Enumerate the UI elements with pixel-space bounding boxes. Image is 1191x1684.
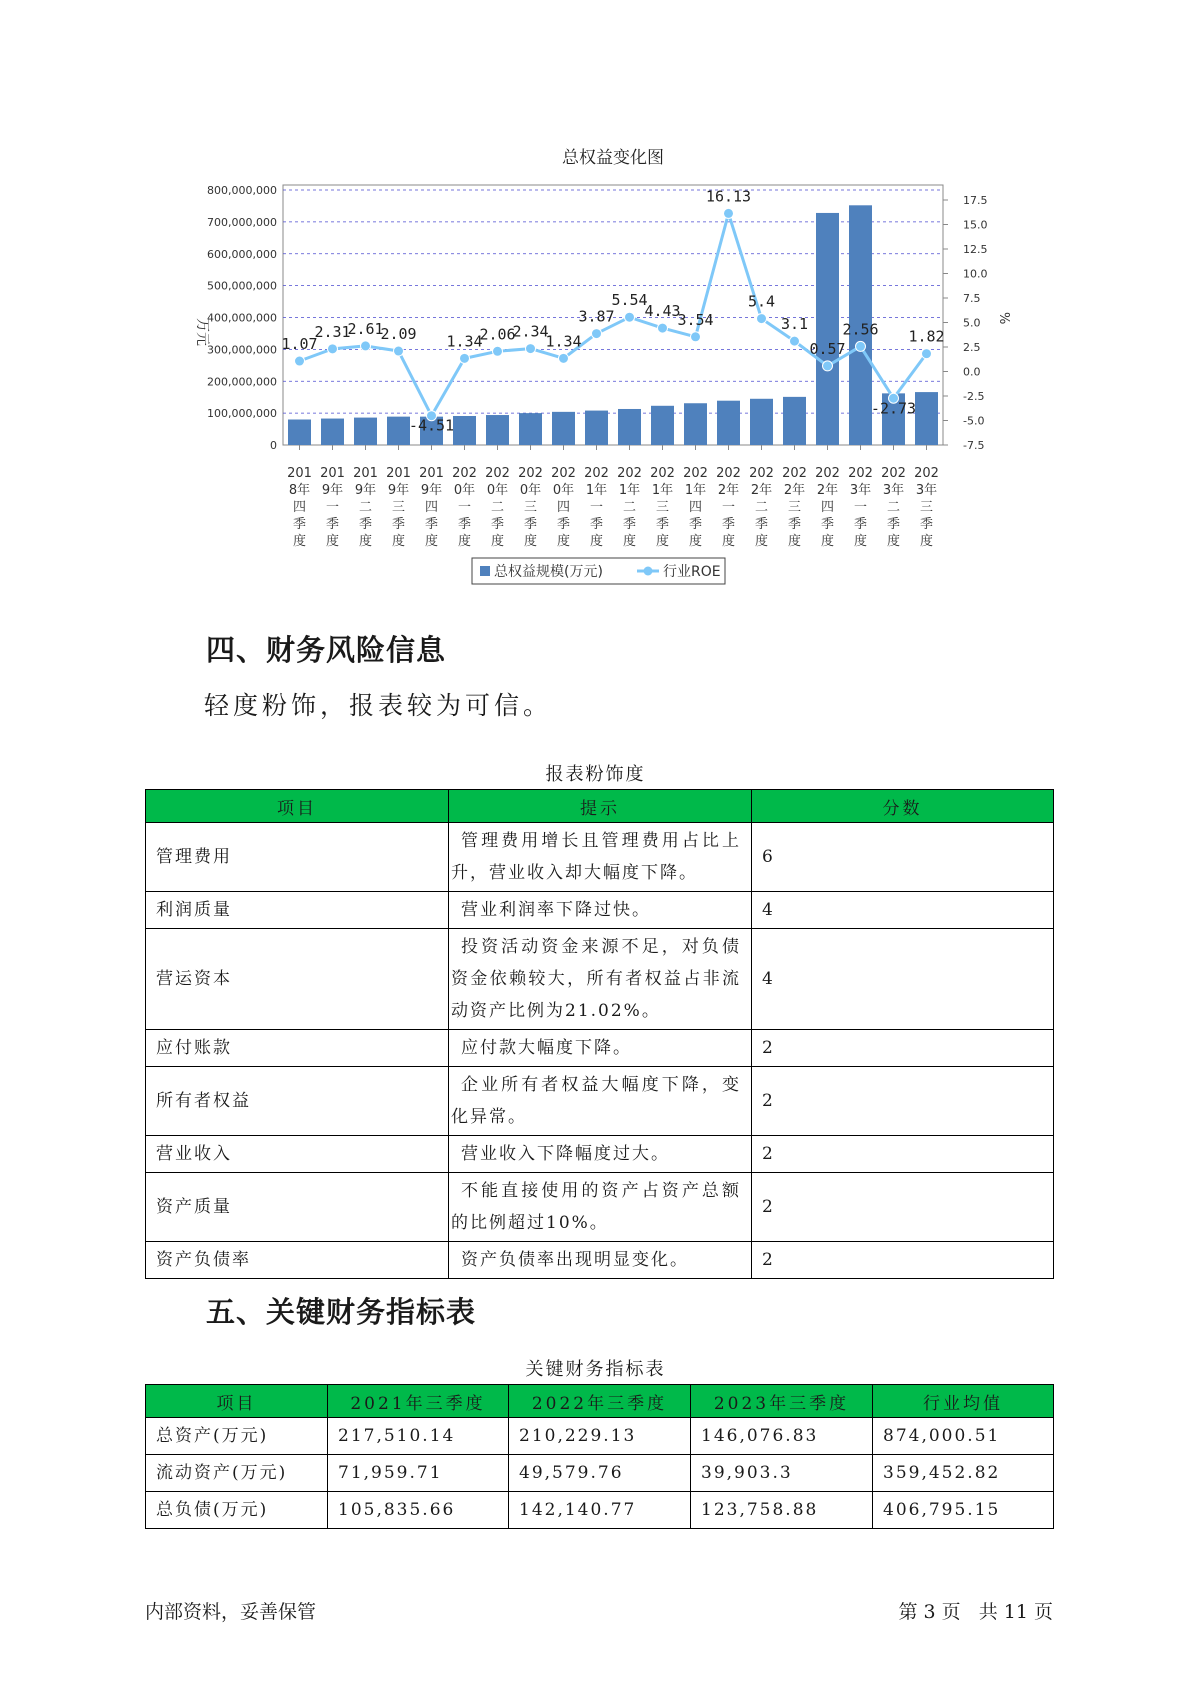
x-tick-label: 度 bbox=[919, 534, 934, 549]
x-tick-label: 季 bbox=[490, 517, 505, 532]
x-tick-label: 度 bbox=[391, 534, 406, 549]
x-tick-label: 202 bbox=[848, 466, 873, 481]
risk-hint-cell: 管理费用增长且管理费用占比上升，营业收入却大幅度下降。 bbox=[449, 823, 752, 892]
risk-table-row bbox=[146, 1067, 1054, 1136]
x-tick-label: 202 bbox=[584, 466, 609, 481]
roe-data-label: 2.34 bbox=[512, 322, 549, 341]
finance-item-cell: 流动资产(万元) bbox=[146, 1455, 328, 1492]
finance-value-cell: 359,452.82 bbox=[873, 1455, 1054, 1492]
x-tick-label: 季 bbox=[754, 517, 769, 532]
finance-table bbox=[145, 1384, 1054, 1529]
x-tick-label: 2年 bbox=[717, 483, 740, 498]
roe-point bbox=[295, 356, 305, 366]
y-left-tick-label: 600,000,000 bbox=[207, 247, 277, 261]
roe-point bbox=[460, 353, 470, 363]
x-tick-label: 度 bbox=[589, 534, 604, 549]
y-left-tick-label: 800,000,000 bbox=[207, 184, 277, 197]
roe-data-label: 2.06 bbox=[479, 325, 516, 344]
x-tick-label: 0年 bbox=[552, 483, 575, 498]
y-right-tick-label: 7.5 bbox=[963, 292, 981, 305]
x-tick-label: 四 bbox=[556, 500, 571, 515]
finance-item-cell: 总资产(万元) bbox=[146, 1418, 328, 1455]
x-tick-label: 度 bbox=[523, 534, 538, 549]
x-tick-label: 季 bbox=[721, 517, 736, 532]
risk-score-cell: 2 bbox=[752, 1242, 1054, 1279]
roe-data-label: 1.07 bbox=[281, 335, 318, 354]
roe-data-label: 3.1 bbox=[780, 315, 809, 334]
roe-point bbox=[493, 346, 503, 356]
finance-table-row bbox=[146, 1418, 1054, 1455]
bar bbox=[288, 420, 311, 446]
x-tick-label: 三 bbox=[919, 500, 934, 515]
y-right-tick-label: 15.0 bbox=[963, 218, 988, 232]
x-tick-label: 度 bbox=[622, 534, 637, 549]
x-tick-label: 202 bbox=[716, 466, 741, 481]
x-tick-label: 202 bbox=[617, 466, 642, 481]
x-tick-label: 度 bbox=[820, 534, 835, 549]
risk-table-header bbox=[146, 790, 1054, 823]
bar bbox=[717, 401, 740, 445]
y-right-tick-label: 12.5 bbox=[963, 243, 988, 256]
x-tick-label: 二 bbox=[886, 500, 901, 515]
roe-point bbox=[856, 341, 866, 351]
x-tick-label: 202 bbox=[485, 466, 510, 481]
x-tick-label: 202 bbox=[650, 466, 675, 481]
roe-data-label: 5.54 bbox=[611, 291, 648, 310]
roe-point bbox=[922, 349, 932, 359]
roe-data-label: 4.43 bbox=[644, 302, 681, 321]
risk-item-cell: 营业收入 bbox=[146, 1136, 449, 1173]
roe-data-label: 2.61 bbox=[347, 319, 384, 338]
roe-point bbox=[526, 344, 536, 354]
x-tick-label: 202 bbox=[518, 466, 543, 481]
risk-item-cell: 利润质量 bbox=[146, 892, 449, 929]
risk-table-row bbox=[146, 1173, 1054, 1242]
x-tick-label: 一 bbox=[325, 500, 340, 515]
risk-table-row bbox=[146, 823, 1054, 892]
x-tick-label: 三 bbox=[523, 500, 538, 515]
x-tick-label: 202 bbox=[815, 466, 840, 481]
risk-header-score: 分数 bbox=[752, 790, 1054, 823]
x-tick-label: 四 bbox=[688, 500, 703, 515]
risk-score-cell: 2 bbox=[752, 1136, 1054, 1173]
bar bbox=[783, 397, 806, 445]
x-tick-label: 0年 bbox=[486, 483, 509, 498]
x-tick-label: 1年 bbox=[618, 483, 641, 498]
bar bbox=[618, 409, 641, 445]
y-left-axis-title: 万元 bbox=[194, 318, 210, 346]
x-tick-label: 度 bbox=[325, 534, 340, 549]
x-tick-label: 四 bbox=[820, 500, 835, 515]
finance-item-cell: 总负债(万元) bbox=[146, 1492, 328, 1529]
risk-item-cell: 营运资本 bbox=[146, 929, 449, 1030]
bar bbox=[519, 413, 542, 445]
y-left-tick-label: 400,000,000 bbox=[207, 311, 277, 325]
y-right-tick-label: 17.5 bbox=[963, 194, 988, 207]
x-tick-label: 二 bbox=[754, 500, 769, 515]
roe-point bbox=[757, 314, 767, 324]
risk-table bbox=[145, 789, 1054, 1279]
risk-hint-cell: 应付款大幅度下降。 bbox=[449, 1030, 752, 1067]
x-tick-label: 2年 bbox=[816, 483, 839, 498]
x-tick-label: 四 bbox=[292, 500, 307, 515]
x-tick-label: 度 bbox=[457, 534, 472, 549]
x-tick-label: 度 bbox=[358, 534, 373, 549]
risk-hint-cell: 投资活动资金来源不足，对负债资金依赖较大，所有者权益占非流动资产比例为21.02%。 bbox=[449, 929, 752, 1030]
bar bbox=[585, 411, 608, 445]
x-tick-label: 季 bbox=[424, 517, 439, 532]
finance-header-2021q3: 2021年三季度 bbox=[328, 1385, 509, 1418]
finance-value-cell: 71,959.71 bbox=[328, 1455, 509, 1492]
x-tick-label: 季 bbox=[292, 517, 307, 532]
finance-value-cell: 39,903.3 bbox=[691, 1455, 873, 1492]
bar bbox=[750, 399, 773, 445]
bar bbox=[453, 416, 476, 445]
x-tick-label: 度 bbox=[490, 534, 505, 549]
x-tick-label: 季 bbox=[589, 517, 604, 532]
x-tick-label: 0年 bbox=[453, 483, 476, 498]
x-tick-label: 度 bbox=[292, 534, 307, 549]
finance-value-cell: 49,579.76 bbox=[509, 1455, 691, 1492]
risk-header-hint: 提示 bbox=[449, 790, 752, 823]
risk-hint-cell: 企业所有者权益大幅度下降，变化异常。 bbox=[449, 1067, 752, 1136]
risk-header-item: 项目 bbox=[146, 790, 449, 823]
y-left-tick-label: 100,000,000 bbox=[207, 407, 277, 421]
roe-point bbox=[658, 323, 668, 333]
x-tick-label: 度 bbox=[556, 534, 571, 549]
x-tick-label: 度 bbox=[754, 534, 769, 549]
roe-point bbox=[328, 344, 338, 354]
bar bbox=[486, 415, 509, 445]
roe-data-label: -2.73 bbox=[870, 399, 917, 418]
finance-value-cell: 105,835.66 bbox=[328, 1492, 509, 1529]
roe-point bbox=[361, 341, 371, 351]
bar bbox=[816, 213, 839, 445]
bar bbox=[354, 418, 377, 445]
risk-item-cell: 所有者权益 bbox=[146, 1067, 449, 1136]
x-tick-label: 202 bbox=[914, 466, 939, 481]
finance-table-header bbox=[146, 1385, 1054, 1418]
x-tick-label: 季 bbox=[622, 517, 637, 532]
risk-item-cell: 应付账款 bbox=[146, 1030, 449, 1067]
x-tick-label: 201 bbox=[287, 466, 312, 481]
x-tick-label: 202 bbox=[881, 466, 906, 481]
y-right-tick-label: 2.5 bbox=[963, 341, 981, 354]
section4-heading: 四、财务风险信息 bbox=[206, 633, 447, 667]
roe-data-label: 2.09 bbox=[380, 325, 417, 344]
y-left-tick-label: 500,000,000 bbox=[207, 279, 277, 293]
risk-hint-cell: 营业收入下降幅度过大。 bbox=[449, 1136, 752, 1173]
x-tick-label: 季 bbox=[457, 517, 472, 532]
x-tick-label: 9年 bbox=[354, 483, 377, 498]
y-left-tick-label: 0 bbox=[270, 439, 277, 452]
roe-data-label: 2.56 bbox=[842, 320, 879, 339]
finance-value-cell: 874,000.51 bbox=[873, 1418, 1054, 1455]
x-tick-label: 一 bbox=[589, 500, 604, 515]
x-tick-label: 202 bbox=[551, 466, 576, 481]
y-right-tick-label: -7.5 bbox=[963, 439, 985, 452]
x-tick-label: 度 bbox=[688, 534, 703, 549]
bar bbox=[387, 417, 410, 445]
x-tick-label: 202 bbox=[749, 466, 774, 481]
finance-value-cell: 146,076.83 bbox=[691, 1418, 873, 1455]
roe-point bbox=[625, 312, 635, 322]
roe-data-label: 1.82 bbox=[908, 327, 945, 346]
bar bbox=[552, 412, 575, 445]
x-tick-label: 一 bbox=[457, 500, 472, 515]
finance-value-cell: 123,758.88 bbox=[691, 1492, 873, 1529]
roe-data-label: 2.31 bbox=[314, 322, 351, 341]
finance-table-row bbox=[146, 1492, 1054, 1529]
x-tick-label: 202 bbox=[683, 466, 708, 481]
finance-header-2023q3: 2023年三季度 bbox=[691, 1385, 873, 1418]
x-tick-label: 201 bbox=[419, 466, 444, 481]
y-right-tick-label: -2.5 bbox=[963, 390, 985, 403]
legend-line-marker bbox=[644, 567, 653, 576]
x-tick-label: 季 bbox=[886, 517, 901, 532]
roe-point bbox=[394, 346, 404, 356]
bar bbox=[915, 392, 938, 445]
x-tick-label: 季 bbox=[358, 517, 373, 532]
risk-table-row bbox=[146, 1136, 1054, 1173]
x-tick-label: 季 bbox=[919, 517, 934, 532]
finance-value-cell: 217,510.14 bbox=[328, 1418, 509, 1455]
risk-item-cell: 管理费用 bbox=[146, 823, 449, 892]
x-tick-label: 1年 bbox=[585, 483, 608, 498]
legend-line-label: 行业ROE bbox=[663, 564, 721, 580]
x-tick-label: 季 bbox=[787, 517, 802, 532]
roe-point bbox=[790, 336, 800, 346]
x-tick-label: 二 bbox=[490, 500, 505, 515]
x-tick-label: 1年 bbox=[651, 483, 674, 498]
chart-title: 总权益变化图 bbox=[562, 148, 664, 168]
roe-point bbox=[823, 361, 833, 371]
x-tick-label: 二 bbox=[358, 500, 373, 515]
risk-hint-cell: 营业利润率下降过快。 bbox=[449, 892, 752, 929]
x-tick-label: 度 bbox=[721, 534, 736, 549]
x-tick-label: 3年 bbox=[915, 483, 938, 498]
risk-table-row bbox=[146, 892, 1054, 929]
finance-header-item: 项目 bbox=[146, 1385, 328, 1418]
risk-hint-cell: 不能直接使用的资产占资产总额的比例超过10%。 bbox=[449, 1173, 752, 1242]
x-tick-label: 一 bbox=[853, 500, 868, 515]
x-tick-label: 度 bbox=[787, 534, 802, 549]
roe-point bbox=[724, 208, 734, 218]
x-tick-label: 9年 bbox=[387, 483, 410, 498]
y-right-tick-label: 10.0 bbox=[963, 267, 988, 281]
x-tick-label: 三 bbox=[787, 500, 802, 515]
risk-table-row bbox=[146, 929, 1054, 1030]
roe-point bbox=[691, 332, 701, 342]
finance-header-industry-avg: 行业均值 bbox=[873, 1385, 1054, 1418]
roe-data-label: 5.4 bbox=[747, 292, 776, 311]
roe-data-label: 3.87 bbox=[578, 307, 615, 326]
equity-chart bbox=[0, 0, 1191, 600]
roe-data-label: 16.13 bbox=[705, 187, 752, 206]
roe-data-label: 3.54 bbox=[677, 310, 714, 329]
roe-point bbox=[559, 353, 569, 363]
x-tick-label: 度 bbox=[853, 534, 868, 549]
footer-page-number: 第 3 页 共 11 页 bbox=[898, 1601, 1053, 1623]
x-tick-label: 0年 bbox=[519, 483, 542, 498]
risk-score-cell: 2 bbox=[752, 1067, 1054, 1136]
y-right-axis-title: % bbox=[996, 312, 1011, 325]
x-tick-label: 季 bbox=[391, 517, 406, 532]
footer-note: 内部资料，妥善保管 bbox=[145, 1601, 317, 1623]
x-tick-label: 201 bbox=[353, 466, 378, 481]
x-tick-label: 1年 bbox=[684, 483, 707, 498]
x-tick-label: 2年 bbox=[783, 483, 806, 498]
x-tick-label: 202 bbox=[782, 466, 807, 481]
risk-item-cell: 资产负债率 bbox=[146, 1242, 449, 1279]
legend-bar-swatch bbox=[480, 566, 490, 576]
finance-header-2022q3: 2022年三季度 bbox=[509, 1385, 691, 1418]
roe-data-label: 1.34 bbox=[545, 332, 582, 351]
finance-table-caption: 关键财务指标表 bbox=[525, 1359, 666, 1380]
x-tick-label: 2年 bbox=[750, 483, 773, 498]
y-right-tick-label: 5.0 bbox=[963, 316, 981, 330]
bar bbox=[321, 419, 344, 445]
finance-value-cell: 210,229.13 bbox=[509, 1418, 691, 1455]
x-tick-label: 度 bbox=[424, 534, 439, 549]
risk-score-cell: 6 bbox=[752, 823, 1054, 892]
x-tick-label: 201 bbox=[320, 466, 345, 481]
x-tick-label: 3年 bbox=[882, 483, 905, 498]
x-tick-label: 9年 bbox=[420, 483, 443, 498]
risk-table-row bbox=[146, 1242, 1054, 1279]
section5-heading: 五、关键财务指标表 bbox=[206, 1295, 477, 1329]
bar bbox=[684, 403, 707, 445]
risk-score-cell: 4 bbox=[752, 929, 1054, 1030]
x-tick-label: 季 bbox=[325, 517, 340, 532]
x-tick-label: 三 bbox=[655, 500, 670, 515]
finance-table-row bbox=[146, 1455, 1054, 1492]
x-tick-label: 季 bbox=[853, 517, 868, 532]
y-right-tick-label: -5.0 bbox=[963, 414, 985, 428]
x-tick-label: 201 bbox=[386, 466, 411, 481]
finance-value-cell: 142,140.77 bbox=[509, 1492, 691, 1529]
x-tick-label: 二 bbox=[622, 500, 637, 515]
y-left-tick-label: 300,000,000 bbox=[207, 343, 277, 357]
risk-score-cell: 4 bbox=[752, 892, 1054, 929]
x-tick-label: 三 bbox=[391, 500, 406, 515]
x-tick-label: 四 bbox=[424, 500, 439, 515]
x-tick-label: 季 bbox=[820, 517, 835, 532]
risk-table-row bbox=[146, 1030, 1054, 1067]
risk-score-cell: 2 bbox=[752, 1173, 1054, 1242]
x-tick-label: 9年 bbox=[321, 483, 344, 498]
x-tick-label: 季 bbox=[523, 517, 538, 532]
x-tick-label: 一 bbox=[721, 500, 736, 515]
y-right-tick-label: 0.0 bbox=[963, 365, 981, 379]
x-tick-label: 度 bbox=[886, 534, 901, 549]
legend-bar-label: 总权益规模(万元) bbox=[494, 564, 603, 580]
x-tick-label: 度 bbox=[655, 534, 670, 549]
y-left-tick-label: 700,000,000 bbox=[207, 215, 277, 229]
bar bbox=[651, 406, 674, 445]
x-tick-label: 季 bbox=[688, 517, 703, 532]
roe-data-label: 0.57 bbox=[809, 339, 846, 358]
risk-score-cell: 2 bbox=[752, 1030, 1054, 1067]
roe-point bbox=[592, 329, 602, 339]
risk-summary: 轻度粉饰，报表较为可信。 bbox=[204, 691, 553, 720]
risk-item-cell: 资产质量 bbox=[146, 1173, 449, 1242]
roe-data-label: 1.34 bbox=[446, 332, 483, 351]
x-tick-label: 202 bbox=[452, 466, 477, 481]
risk-table-caption: 报表粉饰度 bbox=[545, 764, 646, 785]
x-tick-label: 季 bbox=[556, 517, 571, 532]
risk-hint-cell: 资产负债率出现明显变化。 bbox=[449, 1242, 752, 1279]
x-tick-label: 8年 bbox=[288, 483, 311, 498]
y-left-tick-label: 200,000,000 bbox=[207, 375, 277, 389]
roe-data-label: -4.51 bbox=[408, 416, 455, 435]
x-tick-label: 3年 bbox=[849, 483, 872, 498]
x-tick-label: 季 bbox=[655, 517, 670, 532]
finance-value-cell: 406,795.15 bbox=[873, 1492, 1054, 1529]
